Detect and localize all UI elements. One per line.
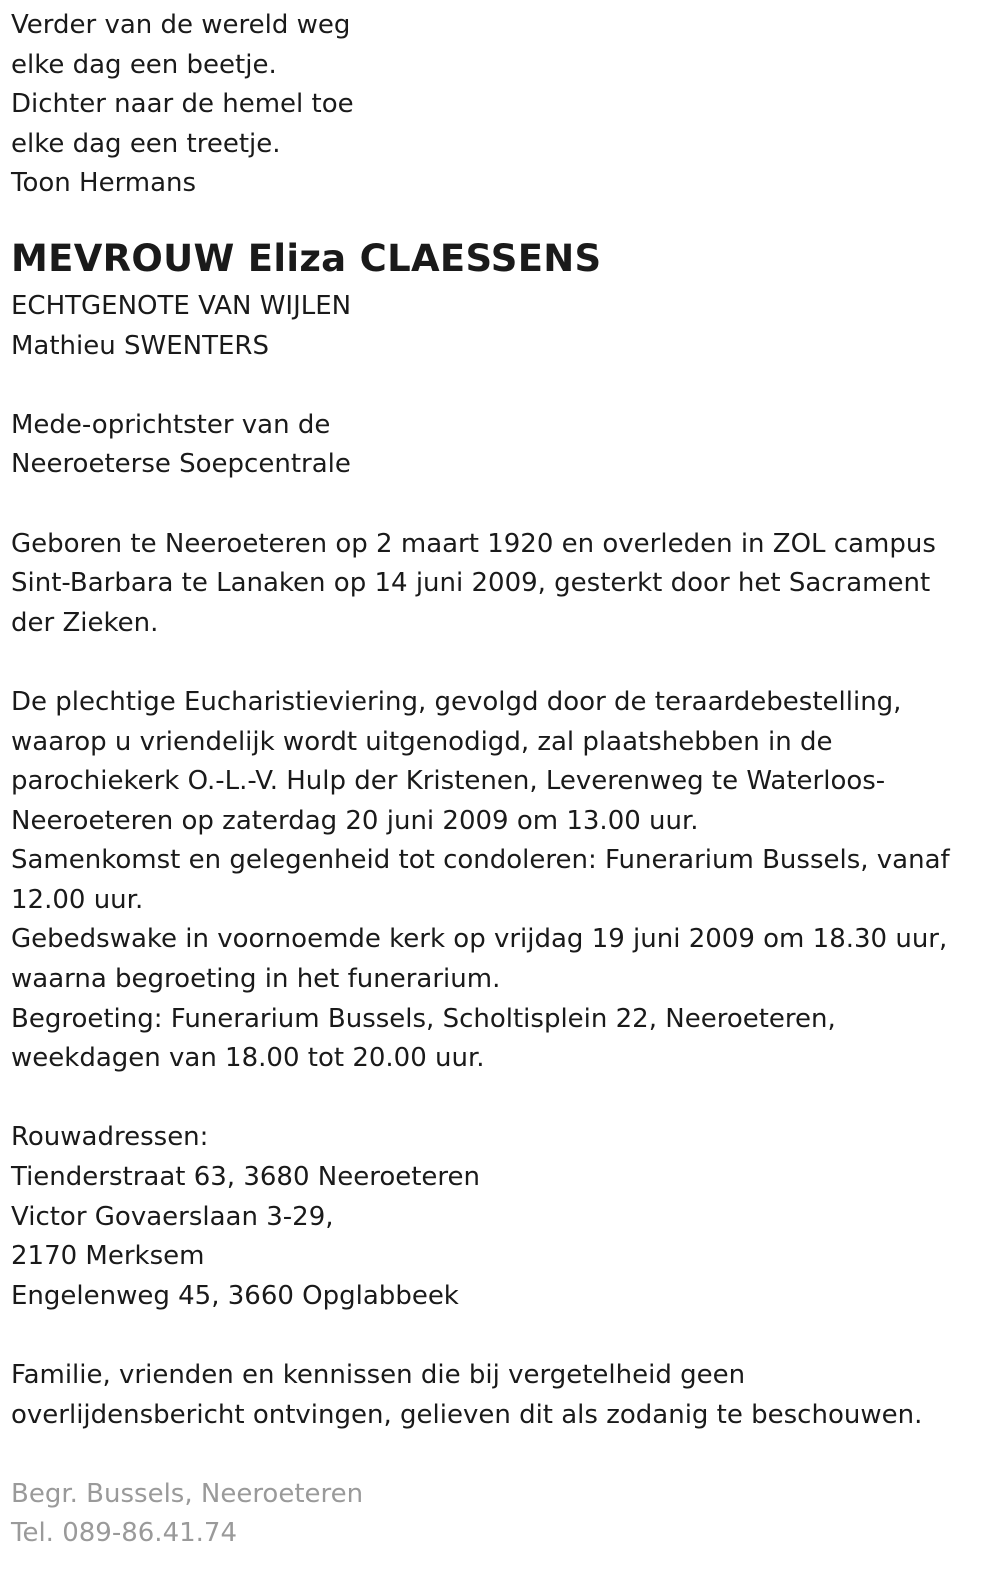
addresses-block (11, 1118, 986, 1316)
spacer (11, 1316, 986, 1356)
notice-block (11, 1356, 986, 1435)
relation-label: ECHTGENOTE VAN WIJLEN (11, 290, 352, 321)
address-line: 2170 Merksem (11, 1241, 205, 1272)
birth-death-line: Sint-Barbara te Lanaken op 14 juni 2009, gesterkt door het Sacrament (11, 568, 931, 599)
birth-death-block (11, 525, 986, 644)
address-line: Victor Govaerslaan 3-29, (11, 1201, 334, 1232)
role-line: Neeroeterse Soepcentrale (11, 449, 351, 480)
deceased-name: MEVROUW Eliza CLAESSENS (11, 236, 602, 280)
ceremony-line: parochiekerk O.-L.-V. Hulp der Kristenen, Leverenweg te Waterloos- (11, 766, 886, 797)
ceremony-line: Begroeting: Funerarium Bussels, Scholtisplein 22, Neeroeteren, (11, 1003, 836, 1034)
spacer (11, 485, 986, 525)
ceremony-line: De plechtige Eucharistieviering, gevolgd door de teraardebestelling, (11, 686, 902, 717)
address-line: Engelenweg 45, 3660 Opglabbeek (11, 1280, 459, 1311)
deceased-block (11, 235, 986, 366)
spacer (11, 643, 986, 683)
ceremony-line: waarop u vriendelijk wordt uitgenodigd, zal plaatshebben in de (11, 726, 833, 757)
spouse-name: Mathieu SWENTERS (11, 330, 269, 361)
poem-line: Dichter naar de hemel toe (11, 89, 354, 120)
address-line: Tienderstraat 63, 3680 Neeroeteren (11, 1162, 481, 1193)
undertaker-name: Begr. Bussels, Neeroeteren (11, 1478, 364, 1509)
poem-line: Verder van de wereld weg (11, 10, 351, 40)
birth-death-line: Geboren te Neeroeteren op 2 maart 1920 en overleden in ZOL campus (11, 528, 936, 559)
birth-death-line: der Zieken. (11, 607, 159, 638)
ceremony-line: Samenkomst en gelegenheid tot condoleren: Funerarium Bussels, vanaf (11, 845, 950, 876)
notice-line: overlijdensbericht ontvingen, gelieven dit als zodanig te beschouwen. (11, 1399, 923, 1430)
ceremony-line: Gebedswake in voornoemde kerk op vrijdag 19 juni 2009 om 18.30 uur, (11, 924, 948, 955)
ceremony-line: Neeroeteren op zaterdag 20 juni 2009 om 13.00 uur. (11, 805, 699, 836)
ceremony-line: weekdagen van 18.00 tot 20.00 uur. (11, 1043, 485, 1074)
role-block (11, 406, 986, 485)
undertaker-phone: Tel. 089-86.41.74 (11, 1518, 238, 1549)
spacer (11, 366, 986, 406)
obituary-page (11, 6, 986, 1554)
spacer (11, 1435, 986, 1475)
poem (11, 6, 986, 204)
role-line: Mede-oprichtster van de (11, 409, 331, 440)
ceremony-block (11, 683, 986, 1079)
footer-block (11, 1475, 986, 1554)
ceremony-line: waarna begroeting in het funerarium. (11, 964, 501, 995)
notice-line: Familie, vrienden en kennissen die bij vergetelheid geen (11, 1360, 746, 1390)
spacer (11, 1079, 986, 1119)
poem-author: Toon Hermans (11, 168, 197, 199)
addresses-label: Rouwadressen: (11, 1122, 209, 1153)
poem-line: elke dag een treetje. (11, 128, 281, 159)
ceremony-line: 12.00 uur. (11, 884, 144, 915)
poem-line: elke dag een beetje. (11, 49, 277, 80)
